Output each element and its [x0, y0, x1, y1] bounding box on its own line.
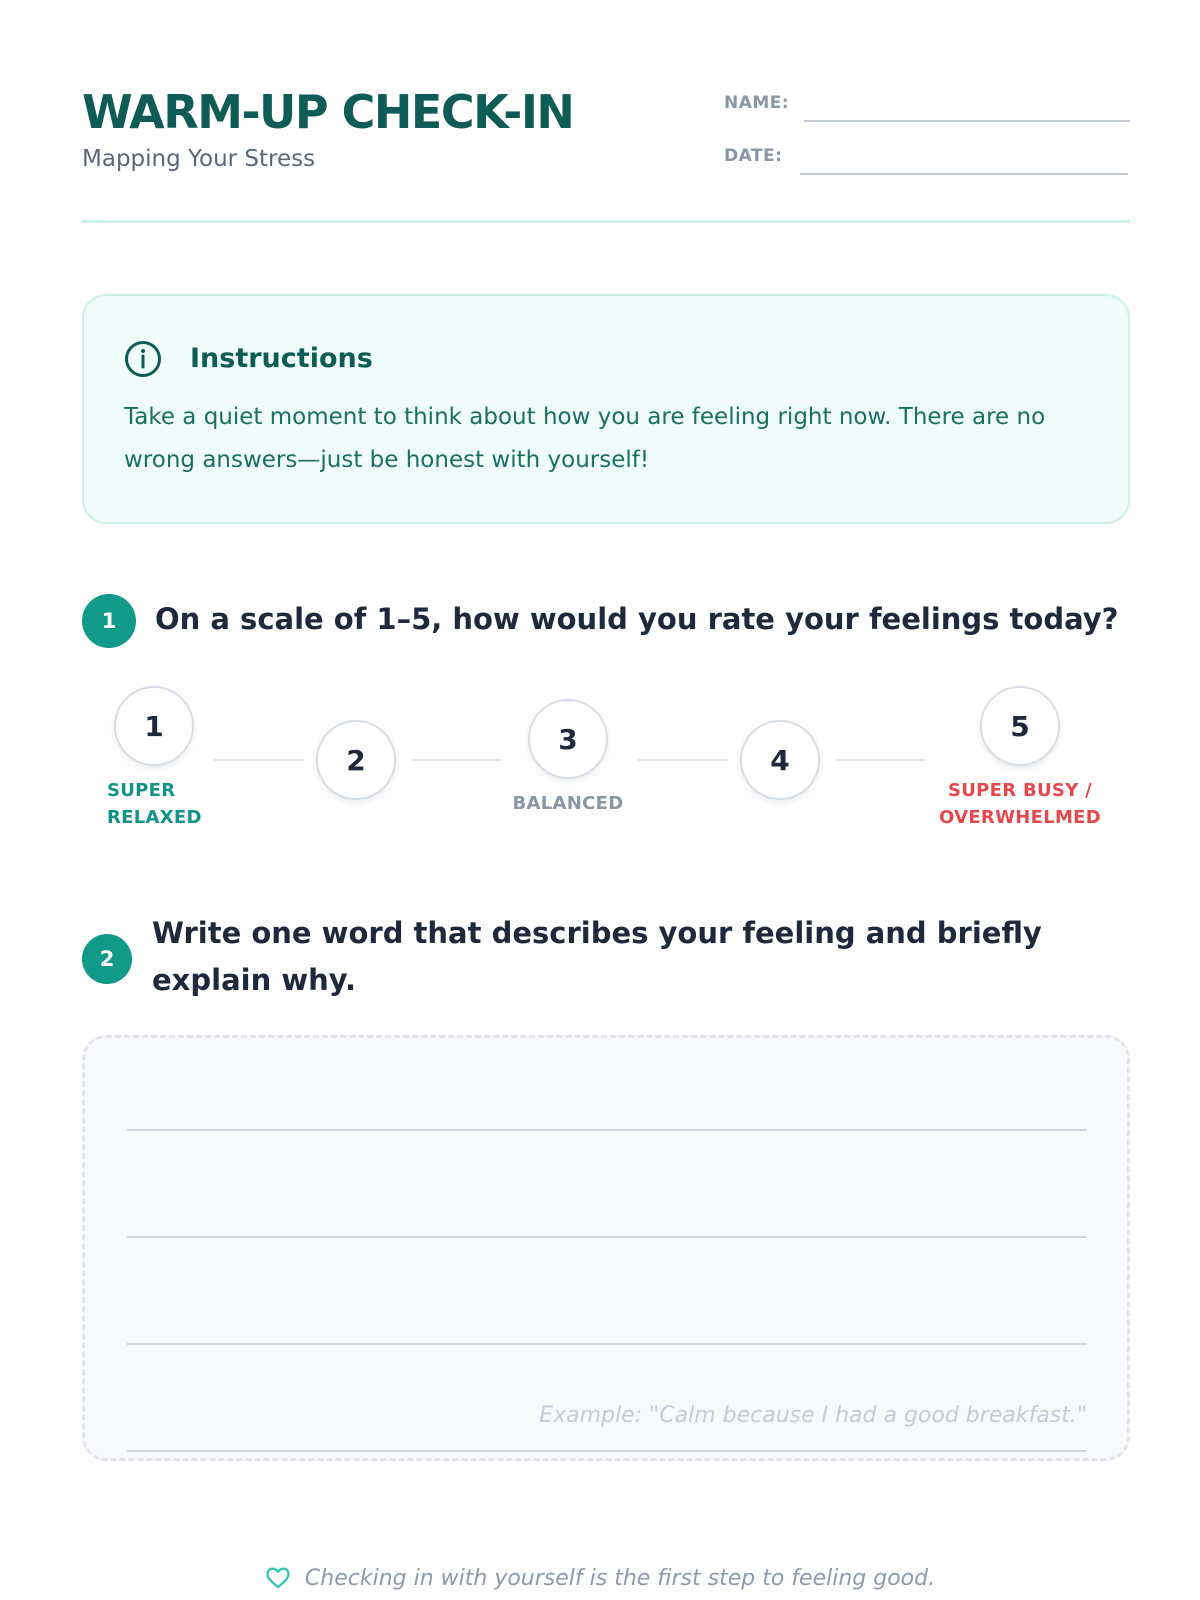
- rating-option-3[interactable]: 3: [528, 699, 608, 779]
- heart-icon: [265, 1565, 291, 1591]
- rating-option-1[interactable]: 1: [114, 686, 194, 766]
- writing-line[interactable]: [127, 1236, 1087, 1238]
- date-label: DATE:: [724, 146, 783, 166]
- writing-line[interactable]: [127, 1450, 1087, 1452]
- instructions-panel: [82, 294, 1130, 524]
- question-2-text: Write one word that describes your feeling and briefly explain why.: [152, 916, 1042, 997]
- rating-label-relaxed: SUPER RELAXED: [107, 780, 202, 828]
- rating-option-2[interactable]: 2: [316, 720, 396, 800]
- rating-label-overwhelmed: SUPER BUSY / OVERWHELMED: [938, 780, 1102, 828]
- page-subtitle: Mapping Your Stress: [82, 146, 316, 172]
- date-field[interactable]: [800, 173, 1128, 175]
- question-2-number: 2: [82, 934, 132, 984]
- rating-scale: [82, 680, 1130, 850]
- scale-connector: [638, 759, 728, 761]
- answer-area[interactable]: [82, 1035, 1130, 1461]
- instructions-text: Take a quiet moment to think about how you are feeling right now. There are no wrong answers—just be honest with yourself!: [124, 404, 1046, 473]
- footer-text: Checking in with yourself is the first step to feeling good.: [304, 1565, 936, 1591]
- writing-line[interactable]: [127, 1343, 1087, 1345]
- name-field[interactable]: [804, 120, 1130, 122]
- page-title: WARM-UP CHECK-IN: [82, 85, 574, 139]
- worksheet-header: [82, 84, 1130, 224]
- instructions-title: Instructions: [190, 343, 373, 374]
- example-hint: Example: "Calm because I had a good breakfast.": [539, 1403, 1087, 1428]
- info-icon: [124, 340, 162, 378]
- scale-connector: [412, 759, 502, 761]
- question-1-text: On a scale of 1–5, how would you rate your feelings today?: [155, 602, 1119, 636]
- writing-line[interactable]: [127, 1129, 1087, 1131]
- scale-connector: [214, 759, 304, 761]
- header-divider: [82, 220, 1130, 223]
- scale-connector: [836, 759, 926, 761]
- rating-option-4[interactable]: 4: [740, 720, 820, 800]
- rating-option-5[interactable]: 5: [980, 686, 1060, 766]
- name-label: NAME:: [724, 93, 790, 113]
- footer: [0, 1565, 1200, 1591]
- question-1-number: 1: [82, 594, 136, 648]
- rating-label-balanced: BALANCED: [512, 793, 624, 814]
